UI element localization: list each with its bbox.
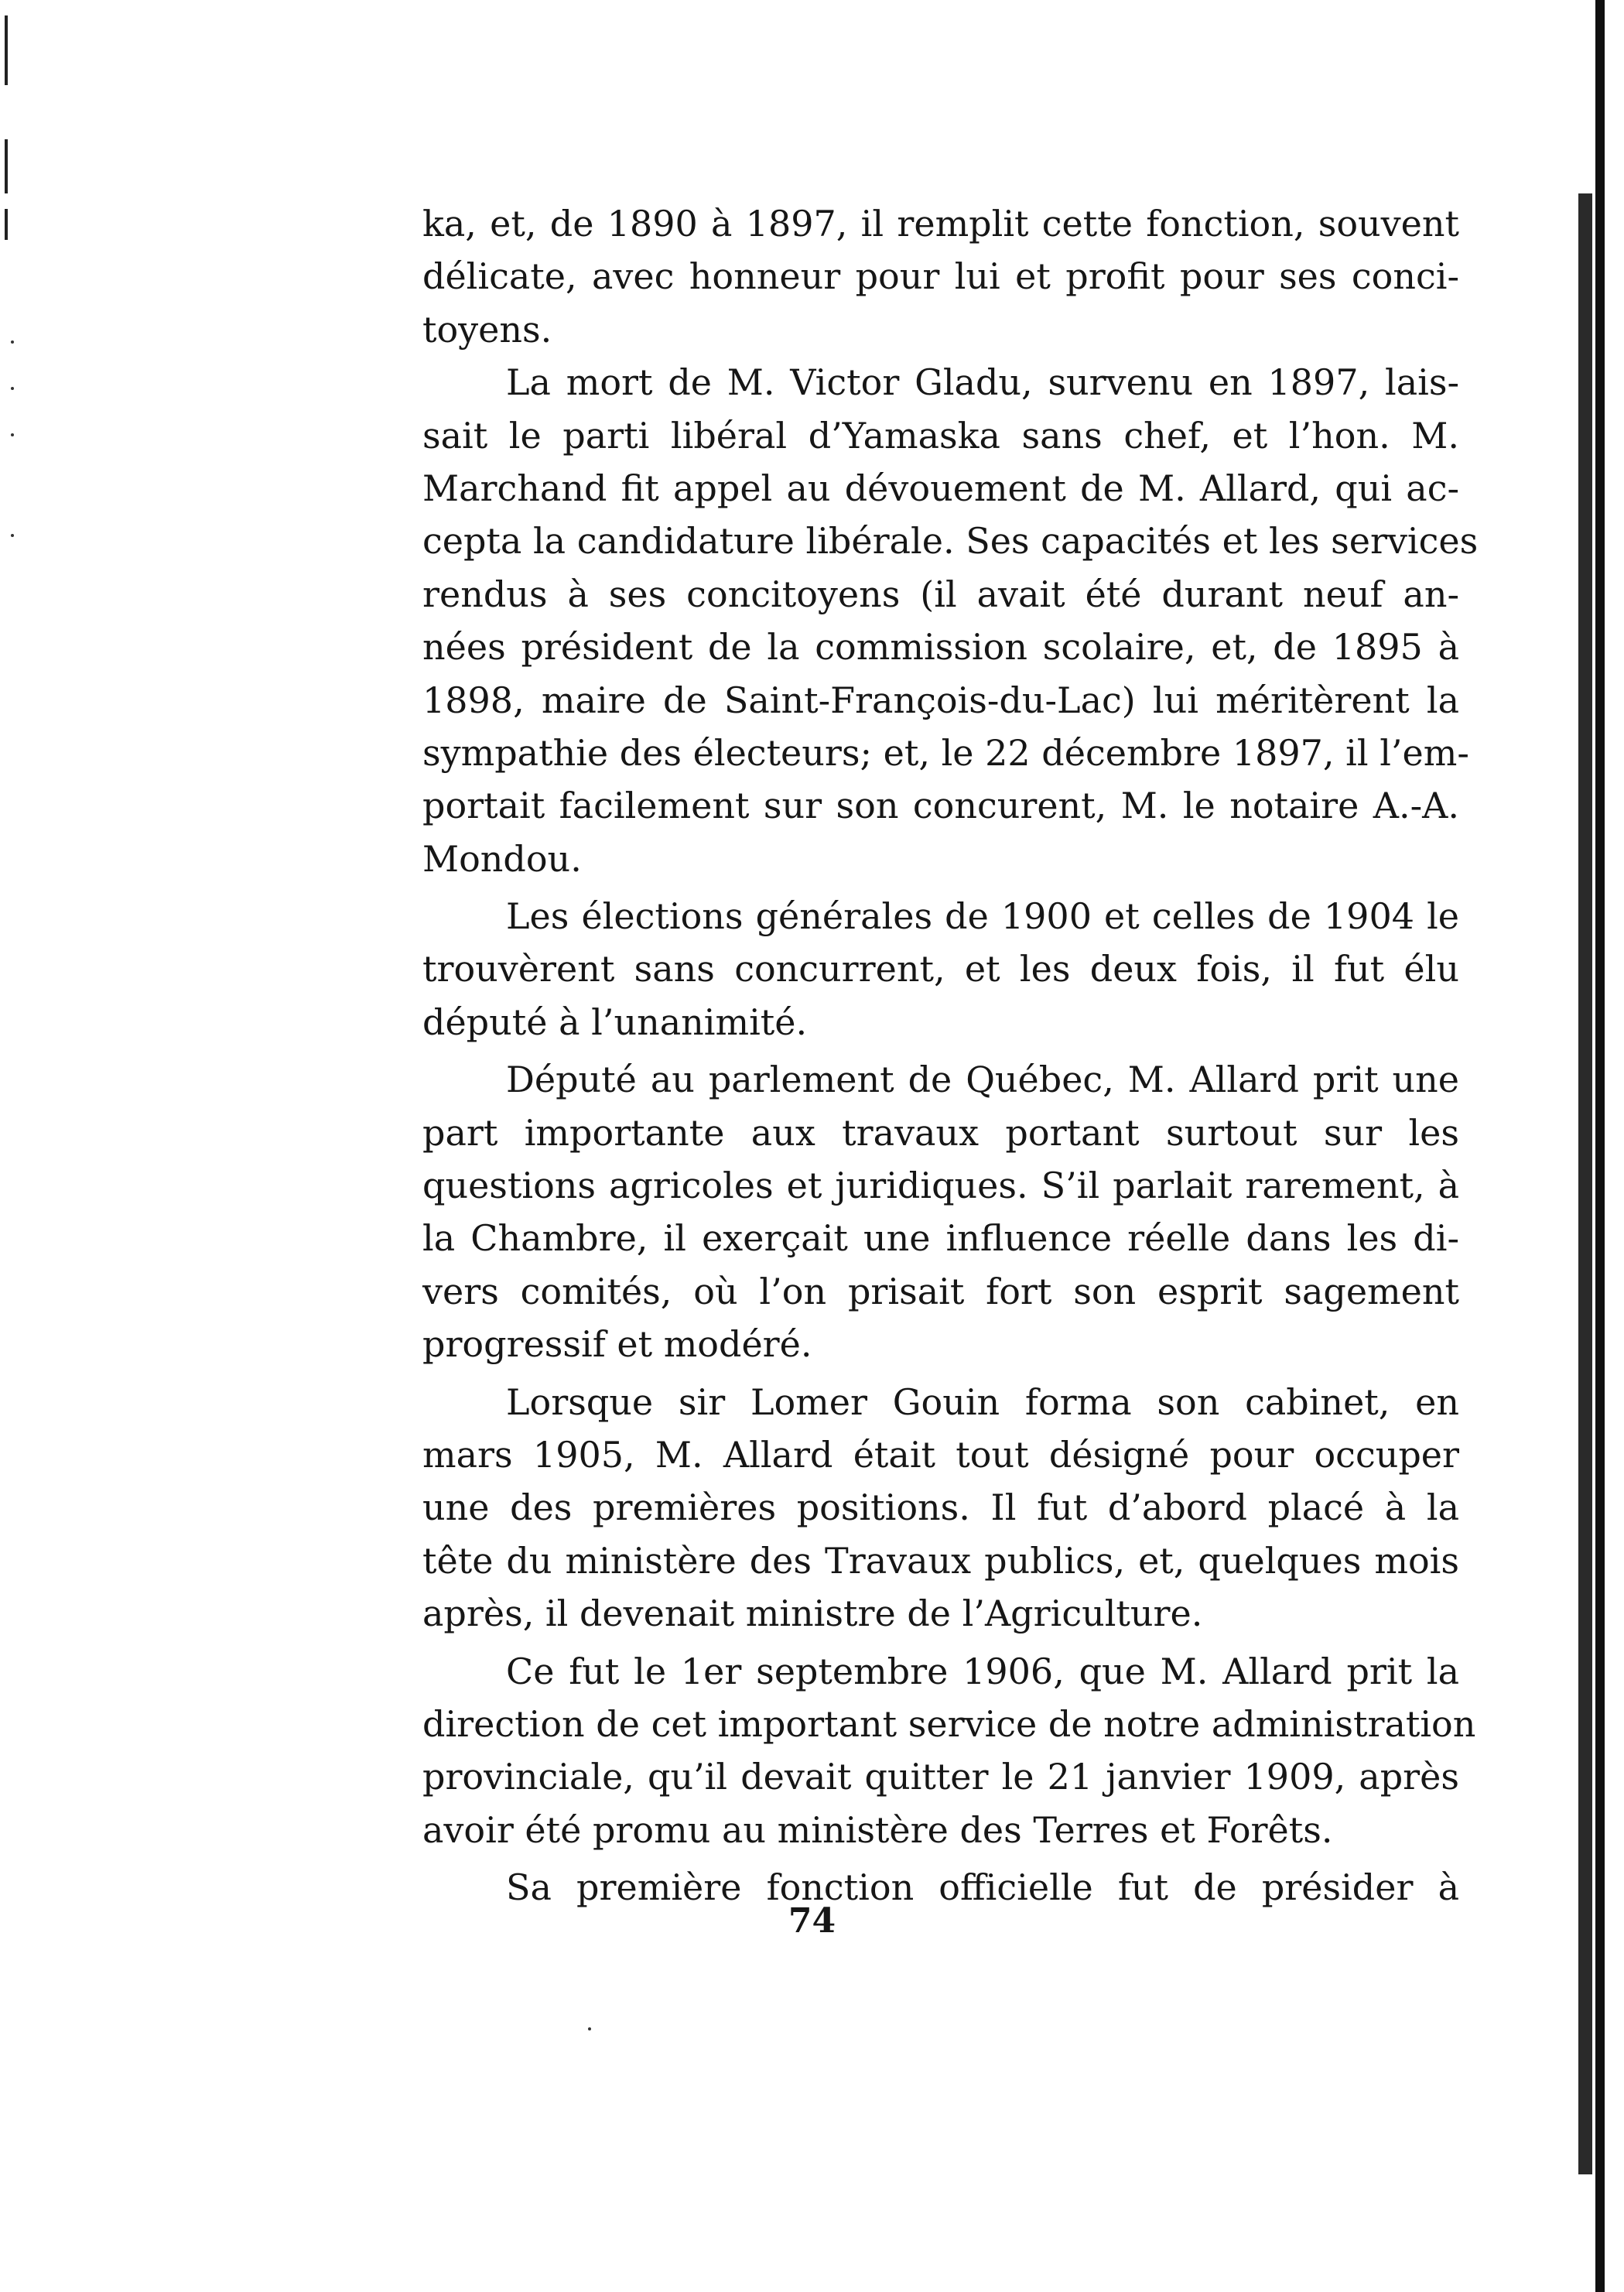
text-line: trouvèrent sans concurrent, et les deux fois, il fut élu xyxy=(422,948,1459,990)
text-line: mars 1905, M. Allard était tout désigné pour occuper xyxy=(422,1433,1459,1476)
text-line: direction de cet important service de notre administration xyxy=(422,1702,1476,1745)
text-line: part importante aux travaux portant surtout sur les xyxy=(422,1111,1459,1154)
scan-mark-left xyxy=(5,209,8,240)
text-line: 1898, maire de Saint-François-du-Lac) lui méritèrent la xyxy=(422,679,1459,721)
text-line: La mort de M. Victor Gladu, survenu en 1897, lais- xyxy=(506,361,1459,404)
text-line: Député au parlement de Québec, M. Allard prit une xyxy=(506,1059,1459,1101)
scan-shadow-right xyxy=(1578,193,1592,2174)
text-line: Ce fut le 1er septembre 1906, que M. Allard prit la xyxy=(506,1650,1459,1692)
text-line: portait facilement sur son concurent, M. le notaire A.-A. xyxy=(422,785,1459,827)
text-line: provinciale, qu’il devait quitter le 21 janvier 1909, après xyxy=(422,1756,1459,1798)
scan-speck xyxy=(588,2027,591,2030)
page-text xyxy=(422,197,1479,1914)
text-line: délicate, avec honneur pour lui et profit pour ses conci- xyxy=(422,255,1459,298)
text-line: Mondou. xyxy=(422,837,582,880)
text-line: Sa première fonction officielle fut de présider à xyxy=(506,1866,1459,1909)
page-number: 74 xyxy=(788,1901,836,1941)
text-line: Marchand fit appel au dévouement de M. Allard, qui ac- xyxy=(422,467,1459,509)
text-line: avoir été promu au ministère des Terres et Forêts. xyxy=(422,1808,1333,1851)
text-line: progressif et modéré. xyxy=(422,1323,812,1366)
scan-speck xyxy=(11,340,14,344)
text-line: Les élections générales de 1900 et celles de 1904 le xyxy=(506,895,1459,938)
scan-speck xyxy=(11,433,14,436)
text-line: ka, et, de 1890 à 1897, il remplit cette fonction, souvent xyxy=(422,203,1459,245)
text-line: après, il devenait ministre de l’Agriculture. xyxy=(422,1592,1203,1635)
text-line: cepta la candidature libérale. Ses capacités et les services xyxy=(422,520,1479,563)
text-line: sait le parti libéral d’Yamaska sans chef, et l’hon. M. xyxy=(422,414,1459,457)
scan-speck xyxy=(11,534,14,537)
text-line: une des premières positions. Il fut d’abord placé à la xyxy=(422,1486,1459,1529)
text-line: Lorsque sir Lomer Gouin forma son cabinet, en xyxy=(506,1380,1459,1423)
text-line: rendus à ses concitoyens (il avait été durant neuf an- xyxy=(422,573,1459,615)
text-line: sympathie des électeurs; et, le 22 décembre 1897, il l’em- xyxy=(422,731,1469,774)
scan-mark-left xyxy=(5,139,8,193)
text-line: député à l’unanimité. xyxy=(422,1001,808,1043)
text-line: la Chambre, il exerçait une influence réelle dans les di- xyxy=(422,1217,1459,1260)
scan-mark-left xyxy=(5,15,8,85)
text-line: nées président de la commission scolaire, et, de 1895 à xyxy=(422,626,1459,669)
text-line: toyens. xyxy=(422,308,552,351)
scan-edge-right xyxy=(1595,0,1605,2292)
text-line: tête du ministère des Travaux publics, et, quelques mois xyxy=(422,1539,1459,1582)
text-line: questions agricoles et juridiques. S’il parlait rarement, à xyxy=(422,1165,1459,1207)
text-line: vers comités, où l’on prisait fort son esprit sagement xyxy=(422,1270,1459,1312)
scan-speck xyxy=(11,387,14,390)
